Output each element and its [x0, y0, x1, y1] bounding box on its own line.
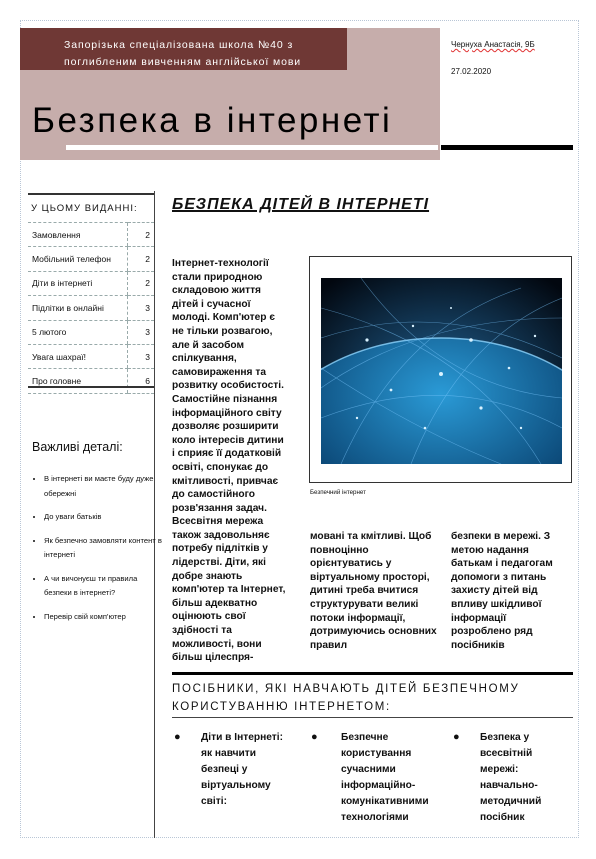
toc-item-label: Замовлення [28, 223, 128, 247]
toc-item-page: 3 [128, 344, 155, 368]
toc-bottom-rule [28, 386, 154, 388]
toc-row[interactable] [28, 223, 154, 247]
bullet-icon: ● [453, 731, 460, 743]
bullet-icon: ● [174, 731, 181, 743]
toc-row[interactable] [28, 344, 154, 368]
issue-date: 27.02.2020 [451, 67, 492, 76]
school-name: Запорізька спеціалізована школа №40 з поглибленим вивченням англійської мови [64, 39, 302, 68]
earth-network-image [321, 278, 562, 464]
toc-item-label: Про головне [28, 369, 128, 393]
title-underline-black [441, 145, 573, 150]
toc-item-page: 2 [128, 271, 155, 295]
guides-top-rule [172, 672, 573, 675]
author-name: Чернуха Анастасія, 9Б [451, 40, 535, 49]
details-item: • А чи вичонуєш ти правила безпеки в інтернеті? [44, 572, 162, 601]
toc-item-page: 3 [128, 296, 155, 320]
details-list [30, 472, 162, 633]
article-figure [309, 256, 572, 483]
toc-item-label: Діти в інтернеті [28, 271, 128, 295]
guide-item: Діти в Інтернеті: як навчити безпеці у віртуальному світі: [201, 732, 284, 807]
details-item: • Як безпечно замовляти контент в інтернеті [44, 534, 162, 563]
toc-item-page: 3 [128, 320, 155, 344]
toc-title: У ЦЬОМУ ВИДАННІ: [31, 203, 138, 214]
toc-row[interactable] [28, 320, 154, 344]
guide-item: Безпека у всесвітній мережі: навчально-методичний посібник [480, 732, 542, 823]
toc-item-label: Підлітки в онлайні [28, 296, 128, 320]
article-column-2: мовані та кмітливі. Щоб повноцінно орієнтуватись у віртуальному просторі, дитині треба вчитися структурувати великі потоки інформації, дотримуючись основних правил [310, 531, 437, 651]
bullet-icon: ● [311, 731, 318, 743]
details-title: Важливі деталі: [32, 440, 123, 454]
article-column-1: Інтернет-технології стали природною складовою життя дітей і сучасної молоді. Комп'ютер є не тільки розвагою, але й засобом спілкування, самовираження та розвитку особистості. Самостійне пізнання інформаційного світу дозволяє розширити коло інтересів дитини і сприяє її додатковій освіті, спонукає до кмітливості, привчає до самостійного розв'язання задач. Всесвітня мережа також задовольняє потребу підлітків у лідерстві. Діти, які добре знають комп'ютер та Інтернет, більш адекватно оцінюють свої здібності та можливості, вони більш цілеспря- [172, 258, 286, 664]
toc-row[interactable] [28, 247, 154, 271]
guide-item: Безпечне користування сучасними інформаційно-комунікативними технологіями [341, 732, 429, 823]
article-title: БЕЗПЕКА ДІТЕЙ В ІНТЕРНЕТІ [172, 196, 430, 213]
details-item: • В інтернеті ви маєте буду дуже обережні [44, 472, 162, 501]
toc-row[interactable] [28, 369, 154, 393]
newsletter-title: Безпека в інтернеті [32, 101, 393, 140]
toc-item-label: Увага шахраї! [28, 344, 128, 368]
toc-item-label: 5 лютого [28, 320, 128, 344]
toc-top-rule [28, 193, 154, 195]
article-column-3: безпеки в мережі. З метою надання батькам і педагогам допомоги з питань захисту дітей від впливу шкідливої інформації розроблено ряд посібників [451, 531, 553, 651]
figure-caption: Безпечний інтернет [310, 489, 366, 496]
title-underline-white [66, 145, 438, 150]
toc-item-page: 2 [128, 247, 155, 271]
guides-divider [172, 717, 573, 718]
details-item: • Перевір свій комп'ютер [44, 610, 162, 625]
details-item: • До уваги батьків [44, 510, 162, 525]
guides-title: ПОСІБНИКИ, ЯКІ НАВЧАЮТЬ ДІТЕЙ БЕЗПЕЧНОМУ КОРИСТУВАННЮ ІНТЕРНЕТОМ: [172, 683, 520, 713]
toc-row[interactable] [28, 271, 154, 295]
toc-item-page: 6 [128, 369, 155, 393]
toc-item-label: Мобільний телефон [28, 247, 128, 271]
toc-table [28, 222, 154, 394]
toc-item-page: 2 [128, 223, 155, 247]
toc-row[interactable] [28, 296, 154, 320]
